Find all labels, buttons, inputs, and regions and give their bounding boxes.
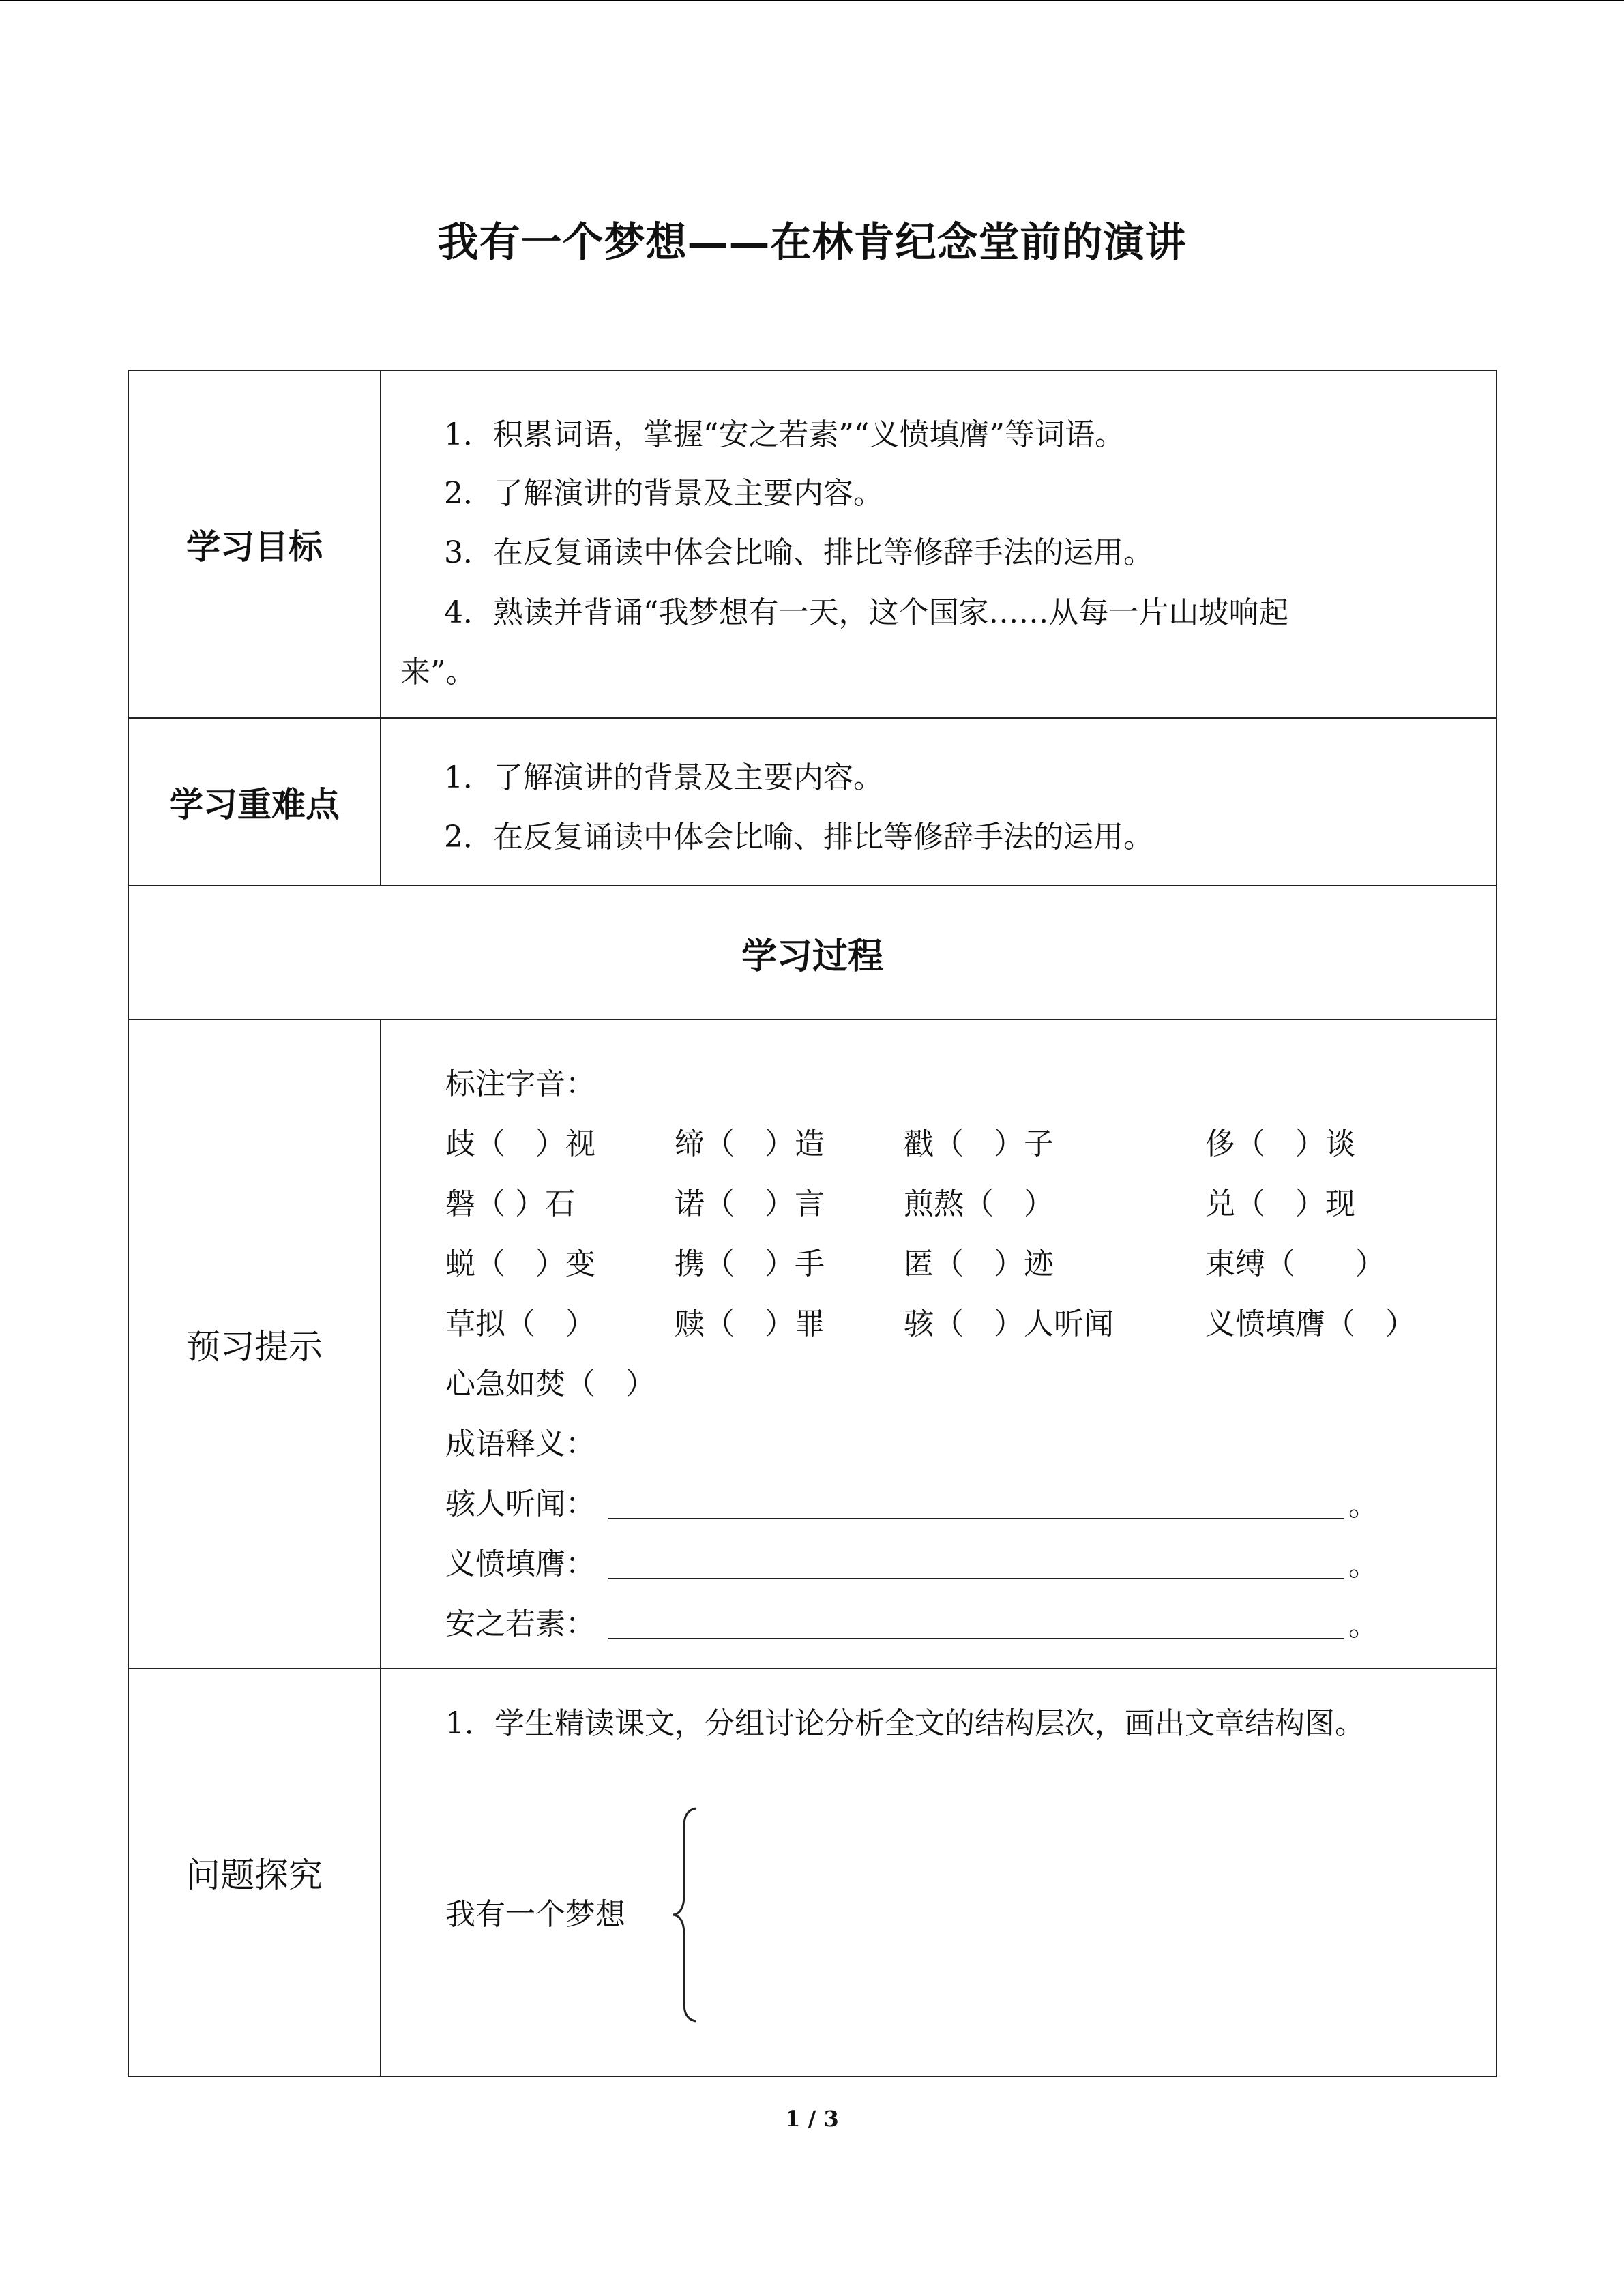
pronunciation-item: 携（ ）手 <box>675 1247 825 1281</box>
pronunciation-item: 侈（ ）谈 <box>1205 1127 1355 1161</box>
worksheet-table <box>128 370 1497 2077</box>
pronunciation-item: 磐（ ）石 <box>445 1187 575 1221</box>
objective-item: 1．积累词语，掌握“安之若素”“义愤填膺”等词语。 <box>444 417 1125 452</box>
top-border <box>0 0 1624 1</box>
diagram-root-label: 我有一个梦想 <box>445 1897 625 1932</box>
idiom-term: 安之若素： <box>445 1607 595 1641</box>
inquiry-task: 1．学生精读课文，分组讨论分析全文的结构层次，画出文章结构图。 <box>445 1706 1365 1741</box>
pronunciation-item: 束缚（ ） <box>1205 1247 1385 1281</box>
pronunciation-item: 缔（ ）造 <box>675 1127 825 1161</box>
answer-blank[interactable] <box>608 1578 1344 1579</box>
objectives-content <box>381 370 1496 718</box>
sentence-end: 。 <box>1348 1608 1378 1643</box>
inquiry-label: 问题探究 <box>128 1669 381 2076</box>
pronunciation-item: 蜕（ ）变 <box>445 1247 595 1281</box>
pronunciation-item: 骇（ ）人听闻 <box>904 1307 1114 1341</box>
page-title: 我有一个梦想——在林肯纪念堂前的演讲 <box>437 219 1187 267</box>
process-title-row <box>128 886 1496 1019</box>
pronunciation-item: 草拟（ ） <box>445 1307 595 1341</box>
objective-item: 3．在反复诵读中体会比喻、排比等修辞手法的运用。 <box>444 535 1153 570</box>
key-point-item: 2．在反复诵读中体会比喻、排比等修辞手法的运用。 <box>444 820 1153 854</box>
pronunciation-item: 心急如焚（ ） <box>445 1367 655 1401</box>
objective-item: 来”。 <box>400 655 476 689</box>
page-number: 1 / 3 <box>785 2106 839 2132</box>
process-title: 学习过程 <box>128 886 1496 1019</box>
pronunciation-item: 煎熬（ ） <box>904 1187 1054 1221</box>
preview-label: 预习提示 <box>128 1019 381 1669</box>
idiom-heading: 成语释义： <box>445 1427 595 1461</box>
idiom-term: 骇人听闻： <box>445 1487 595 1521</box>
key-points-row <box>128 718 1496 886</box>
pronunciation-heading: 标注字音： <box>445 1067 595 1101</box>
objective-item: 4．熟读并背诵“我梦想有一天，这个国家……从每一片山坡响起 <box>444 595 1289 630</box>
pronunciation-item: 戳（ ）子 <box>904 1127 1054 1161</box>
preview-content <box>381 1019 1496 1669</box>
idiom-term: 义愤填膺： <box>445 1547 595 1581</box>
key-points-content <box>381 718 1496 886</box>
inquiry-content <box>381 1669 1496 2076</box>
objectives-label: 学习目标 <box>128 370 381 718</box>
sentence-end: 。 <box>1348 1488 1378 1523</box>
sentence-end: 。 <box>1348 1548 1378 1583</box>
pronunciation-item: 匿（ ）迹 <box>904 1247 1054 1281</box>
pronunciation-item: 赎（ ）罪 <box>675 1307 825 1341</box>
answer-blank[interactable] <box>608 1518 1344 1519</box>
key-points-label: 学习重难点 <box>128 718 381 886</box>
preview-row <box>128 1019 1496 1669</box>
objectives-row <box>128 370 1496 718</box>
brace-icon <box>669 1806 710 2024</box>
pronunciation-item: 兑（ ）现 <box>1205 1187 1355 1221</box>
key-point-item: 1．了解演讲的背景及主要内容。 <box>444 760 883 795</box>
objective-item: 2．了解演讲的背景及主要内容。 <box>444 476 883 511</box>
pronunciation-item: 歧（ ）视 <box>445 1127 595 1161</box>
inquiry-row <box>128 1669 1496 2076</box>
pronunciation-item: 诺（ ）言 <box>675 1187 825 1221</box>
answer-blank[interactable] <box>608 1638 1344 1639</box>
pronunciation-item: 义愤填膺（ ） <box>1205 1307 1415 1341</box>
